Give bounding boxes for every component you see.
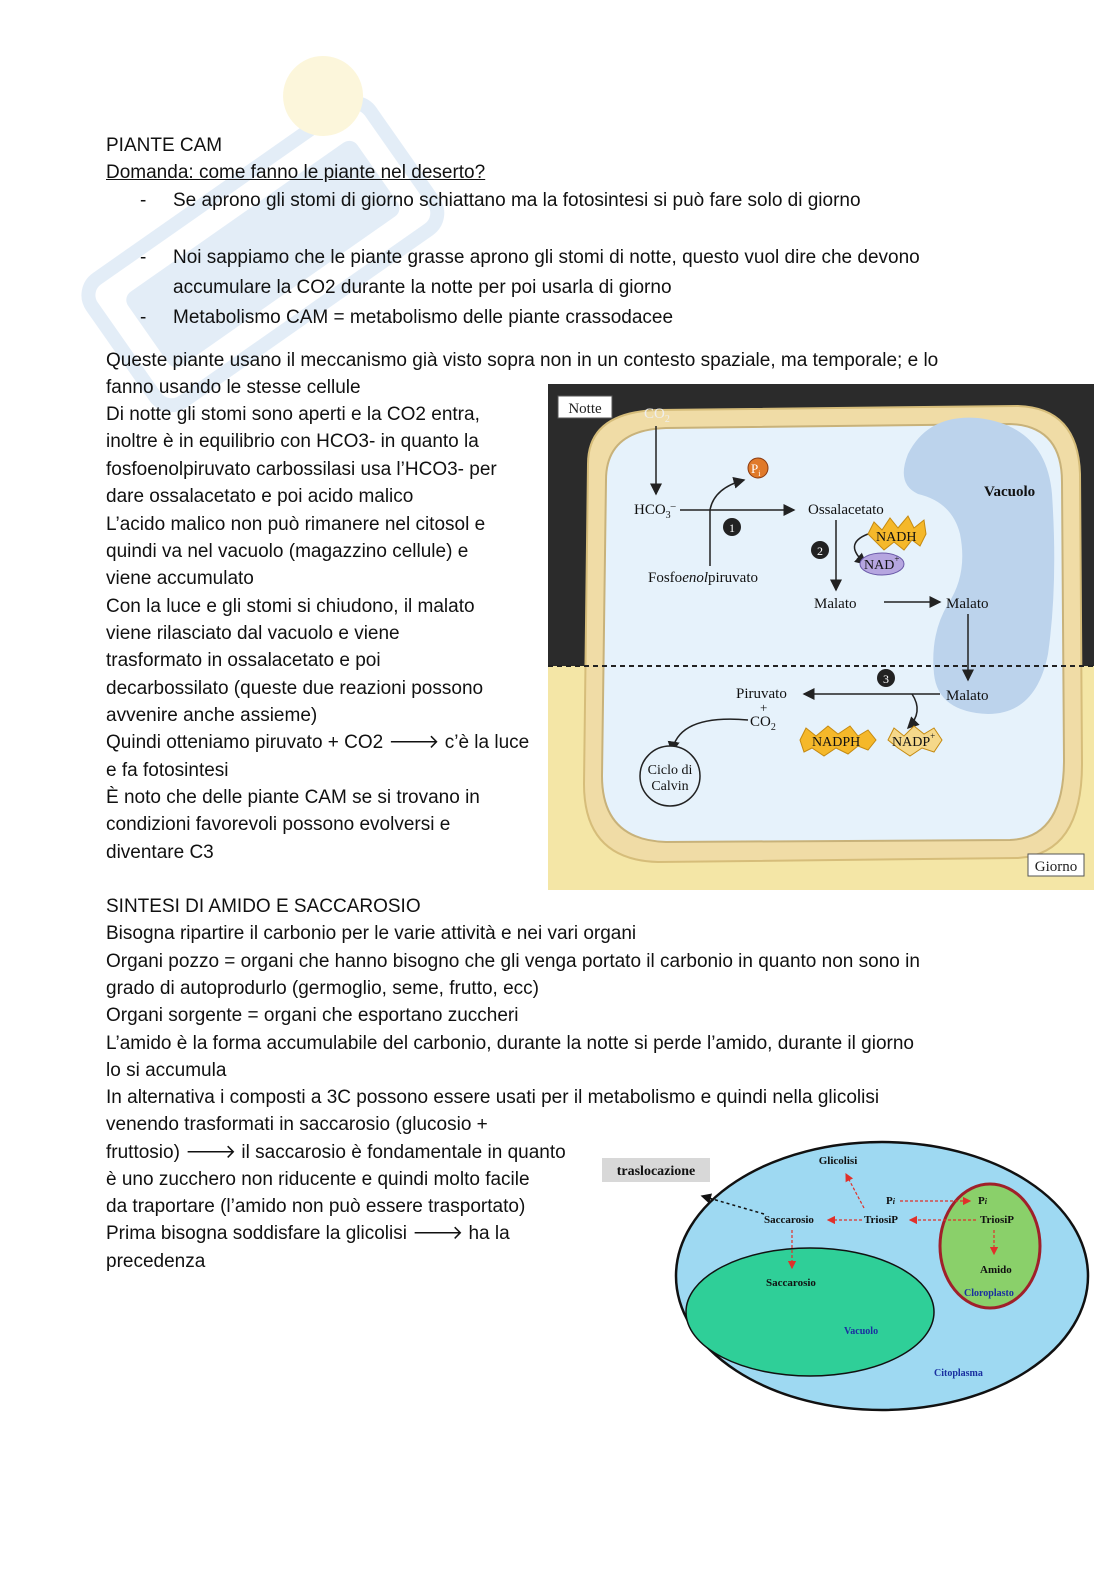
sucrose-vacuole-label: Saccarosio [766,1277,816,1289]
paragraph-line: avvenire anche assieme) [106,705,318,726]
paragraph-line: diventare C3 [106,842,214,863]
paragraph-line: Organi pozzo = organi che hanno bisogno che gli venga portato il carbonio in quanto non sono in [106,951,920,972]
chloroplast-label: Cloroplasto [964,1288,1014,1299]
bullet-list [106,186,920,333]
starch-label: Amido [980,1264,1012,1276]
paragraph-line: L’amido è la forma accumulabile del carbonio, durante la notte si perde l’amido, durante il giorno [106,1033,914,1054]
paragraph-line: Prima bisogna soddisfare la glicolisi 🡒 ha la [106,1223,510,1244]
translocation-label: traslocazione [616,1164,696,1179]
paragraph-line: In alternativa i composti a 3C possono essere usati per il metabolismo e quindi nella glicolisi [106,1087,880,1108]
pyruvate-label: Piruvato [736,686,787,702]
paragraph-line: da traportare (l’amido non può essere trasportato) [106,1196,526,1217]
list-item: - Se aprono gli stomi di giorno schiattano ma la fotosintesi si può fare solo di giorno [140,190,861,211]
night-label: Notte [568,401,602,417]
nadph-label: NADPH [812,735,861,750]
calvin-label-1: Ciclo di [647,763,693,778]
section-title-starch: SINTESI DI AMIDO E SACCAROSIO [106,896,421,917]
step-2-number: 2 [817,544,823,558]
paragraph-line: Queste piante usano il meccanismo già visto sopra non in un contesto spaziale, ma temporale; e lo [106,350,939,371]
paragraph-line: fanno usando le stesse cellule [106,377,361,398]
triosip-chloroplast-label: TriosiP [980,1214,1015,1226]
paragraph-line: Quindi otteniamo piruvato + CO2 🡒 c’è la luce [106,732,530,753]
paragraph-line: venendo trasformati in saccarosio (glucosio + [106,1114,488,1135]
hco3-label: $HCO_3^-$ [634,501,676,521]
question-heading: Domanda: come fanno le piante nel deserto? [106,162,486,183]
calvin-label-2: Calvin [651,779,689,794]
malate-day-label: Malato [946,688,989,704]
cytoplasm-label: Citoplasma [934,1368,983,1379]
glycolysis-label: Glicolisi [818,1155,858,1167]
paragraph-line: trasformato in ossalacetato e poi [106,650,381,671]
paragraph-line: grado di autoprodurlo (germoglio, seme, frutto, ecc) [106,978,539,999]
paragraph-line: fruttosio) 🡒 il saccarosio è fondamentale in quanto [106,1142,566,1163]
co2-label: $CO_2$ [644,406,670,425]
paragraph-line: è uno zucchero non riducente e quindi molto facile [106,1169,530,1190]
oxaloacetate-label: Ossalacetato [808,502,884,518]
paragraph-line: dare ossalacetato e poi acido malico [106,486,414,507]
list-item: - Noi sappiamo che le piante grasse aprono gli stomi di notte, questo vuol dire che devono [140,247,920,268]
step-1-number: 1 [729,521,735,535]
paragraph-line: precedenza [106,1251,206,1272]
sucrose-cytosol-label: Saccarosio [764,1214,814,1226]
vacuole-ellipse [686,1248,934,1376]
paragraph-line: quindi va nel vacuolo (magazzino cellule) e [106,541,469,562]
triosip-cytosol-label: TriosiP [864,1214,899,1226]
pi-cytosol-label: Pi [886,1195,895,1207]
paragraph-line: L’acido malico non può rimanere nel citosol e [106,514,486,535]
paragraph-line: decarbossilato (queste due reazioni possono [106,678,484,699]
paragraph-line: viene rilasciato dal vacuolo e viene [106,623,400,644]
paragraph-line: Di notte gli stomi sono aperti e la CO2 entra, [106,404,480,425]
pi-label: $P_i$ [751,461,761,478]
plus-sign: + [760,700,768,715]
step-3-number: 3 [883,672,889,686]
paragraph-line: Con la luce e gli stomi si chiudono, il malato [106,596,475,617]
list-item: - Metabolismo CAM = metabolismo delle piante crassodacee [140,307,674,328]
section-title-cam: PIANTE CAM [106,135,223,156]
vacuole-label: Vacuolo [844,1326,879,1337]
cam-diagram [548,384,1094,890]
nadh-label: NADH [876,530,917,545]
paragraph-line: È noto che delle piante CAM se si trovano in [106,787,480,808]
malate-vacuole-label: Malato [946,596,989,612]
pep-label: Fosfoenolpiruvato [648,570,759,586]
nadp-label: NADP+ [892,731,936,750]
starch-sucrose-diagram [598,1140,1098,1416]
paragraph-line: Bisogna ripartire il carbonio per le varie attività e nei vari organi [106,923,637,944]
vacuole-label: Vacuolo [984,484,1036,500]
co2-day-label: $CO_2$ [750,714,776,733]
day-label: Giorno [1034,859,1078,875]
paragraph-line: fosfoenolpiruvato carbossilasi usa l’HCO3- per [106,459,497,480]
paragraph-line: viene accumulato [106,568,254,589]
nad-label: NAD+ [864,554,900,573]
paragraph-line: condizioni favorevoli possono evolversi e [106,814,451,835]
paragraph-line: inoltre è in equilibrio con HCO3- in quanto la [106,431,479,452]
paragraph-line: e fa fotosintesi [106,760,229,781]
malate-cytosol-label: Malato [814,596,857,612]
list-item-continuation: accumulare la CO2 durante la notte per poi usarla di giorno [173,277,672,298]
paragraph-line: Organi sorgente = organi che esportano zuccheri [106,1005,519,1026]
pi-chloroplast-label: Pi [978,1195,987,1207]
paragraph-line: lo si accumula [106,1060,227,1081]
